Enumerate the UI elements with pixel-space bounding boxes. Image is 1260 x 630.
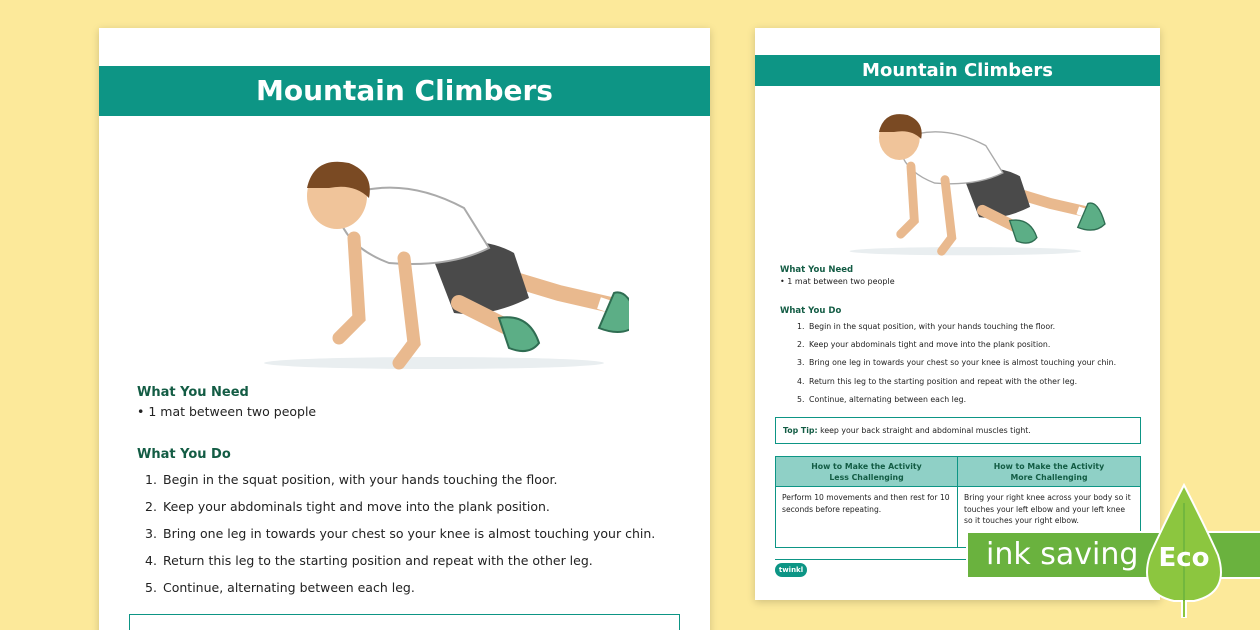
- what-you-need-heading: What You Need: [780, 265, 854, 275]
- step-text: Bring one leg in towards your chest so your knee is almost touching your chin.: [809, 358, 1117, 368]
- list-item: [797, 395, 1116, 413]
- worksheet-title: Mountain Climbers: [755, 55, 1160, 86]
- less-challenging-cell: Perform 10 movements and then rest for 10 seconds before repeating.: [776, 487, 958, 547]
- step-text: Keep your abdominals tight and move into the plank position.: [163, 499, 550, 514]
- more-challenging-cell: Bring your right knee across your body so it touches your left elbow and your left knee so it touches your right elbow.: [964, 493, 1131, 525]
- what-you-need-item: • 1 mat between two people: [780, 277, 895, 286]
- steps-list: [145, 472, 655, 607]
- mountain-climber-illustration: [229, 138, 629, 373]
- step-text: Return this leg to the starting position and repeat with the other leg.: [163, 553, 593, 568]
- step-text: Return this leg to the starting position and repeat with the other leg.: [809, 376, 1078, 386]
- step-number: 5.: [797, 394, 805, 404]
- less-challenging-header: [776, 457, 958, 487]
- header-line: How to Make the Activity: [993, 461, 1105, 471]
- top-tip-text: keep your back straight and abdominal muscles tight.: [817, 426, 1031, 435]
- step-number: 1.: [145, 472, 157, 487]
- step-number: 3.: [797, 358, 805, 368]
- step-text: Begin in the squat position, with your hands touching the floor.: [163, 472, 558, 487]
- eco-label: Eco: [1158, 543, 1210, 573]
- step-number: 2.: [797, 340, 805, 350]
- steps-list: [797, 322, 1116, 413]
- step-text: Continue, alternating between each leg.: [809, 394, 967, 404]
- list-item: [797, 358, 1116, 376]
- step-number: 4.: [797, 376, 805, 386]
- top-tip-label: Top Tip:: [783, 426, 818, 435]
- step-number: 5.: [145, 580, 157, 595]
- list-item: [145, 472, 655, 499]
- what-you-need-heading: What You Need: [137, 385, 249, 400]
- ink-saving-label: ink saving: [986, 537, 1139, 572]
- what-you-need-item: • 1 mat between two people: [137, 404, 317, 419]
- top-tip-box: [775, 417, 1141, 444]
- list-item: [797, 322, 1116, 340]
- step-text: Continue, alternating between each leg.: [163, 580, 415, 595]
- step-number: 3.: [145, 526, 157, 541]
- header-line: Less Challenging: [829, 472, 904, 482]
- what-you-do-heading: What You Do: [780, 306, 842, 316]
- worksheet-title: Mountain Climbers: [99, 66, 710, 116]
- step-text: Begin in the squat position, with your hands touching the floor.: [809, 322, 1056, 331]
- eco-ink-saving-badge: [966, 483, 1260, 630]
- mountain-climber-illustration: [817, 98, 1107, 258]
- header-line: More Challenging: [1010, 472, 1088, 482]
- list-item: [145, 553, 655, 580]
- list-item: [145, 526, 655, 553]
- step-number: 2.: [145, 499, 157, 514]
- list-item: [797, 377, 1116, 395]
- worksheet-large: [99, 28, 710, 630]
- list-item: [145, 499, 655, 526]
- step-number: 4.: [145, 553, 157, 568]
- what-you-do-heading: What You Do: [137, 447, 231, 462]
- step-text: Keep your abdominals tight and move into the plank position.: [809, 340, 1051, 350]
- list-item: [797, 340, 1116, 358]
- step-text: Bring one leg in towards your chest so your knee is almost touching your chin.: [163, 526, 656, 541]
- list-item: [145, 580, 655, 607]
- top-tip-box: [129, 614, 680, 630]
- header-line: How to Make the Activity: [811, 461, 922, 471]
- step-number: 1.: [797, 322, 805, 331]
- twinkl-logo: twinkl: [775, 563, 807, 577]
